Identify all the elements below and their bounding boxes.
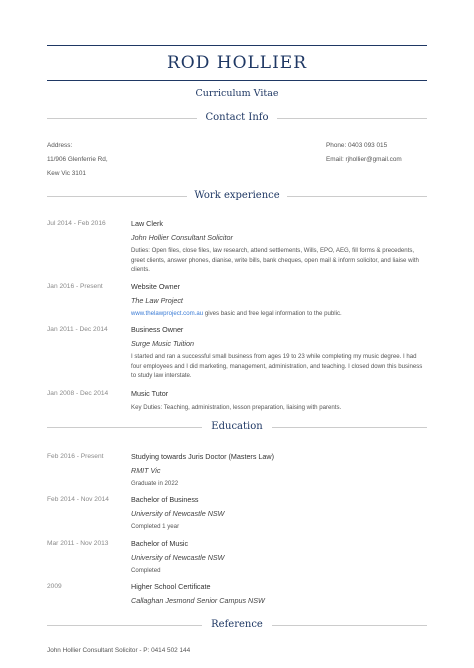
work-organization: Surge Music Tuition xyxy=(131,339,194,348)
education-school: Callaghan Jesmond Senior Campus NSW xyxy=(131,596,265,605)
education-degree: Bachelor of Music xyxy=(131,539,189,548)
education-school: RMIT Vic xyxy=(131,466,161,475)
education-school: University of Newcastle NSW xyxy=(131,509,225,518)
address-line-2: Kew Vic 3101 xyxy=(47,170,86,177)
candidate-name: ROD HOLLIER xyxy=(166,53,308,73)
heading-rule-right xyxy=(272,427,427,428)
header-bottom-rule xyxy=(47,80,427,81)
education-school: University of Newcastle NSW xyxy=(131,553,225,562)
section-title: Work experience xyxy=(194,190,280,201)
work-description: Key Duties: Teaching, administration, lesson preparation, liaising with parents. xyxy=(131,404,342,411)
work-description: I started and ran a successful small business from ages 19 to 23 while completing my music degree. I had four employees and I did marketing, management, administration, and teaching. I closed down this business to study law interstate. xyxy=(131,353,423,380)
work-role: Music Tutor xyxy=(131,389,169,398)
website-link[interactable]: www.thelawproject.com.au xyxy=(131,310,204,317)
education-note: Graduate in 2022 xyxy=(131,480,179,487)
section-heading-work xyxy=(47,189,427,203)
reference-contact: John Hollier Consultant Solicitor - P: 0414 502 144 xyxy=(47,647,191,654)
education-degree: Studying towards Juris Doctor (Masters Law) xyxy=(131,452,274,461)
section-title: Contact Info xyxy=(205,112,269,123)
work-role: Law Clerk xyxy=(131,219,163,228)
document-subtitle: Curriculum Vitae xyxy=(195,88,279,99)
work-date: Jan 2008 - Dec 2014 xyxy=(47,390,109,397)
section-title: Education xyxy=(211,421,263,432)
work-role: Website Owner xyxy=(131,282,180,291)
education-note: Completed 1 year xyxy=(131,523,180,530)
work-date: Jul 2014 - Feb 2016 xyxy=(47,220,106,227)
heading-rule-right xyxy=(277,118,427,119)
address-line-1: 11/906 Glenferrie Rd, xyxy=(47,156,108,163)
education-date: Mar 2011 - Nov 2013 xyxy=(47,540,109,547)
work-role: Business Owner xyxy=(131,325,184,334)
work-description xyxy=(131,309,427,319)
heading-rule-right xyxy=(287,196,427,197)
work-date: Jan 2011 - Dec 2014 xyxy=(47,326,108,333)
header-top-rule xyxy=(47,45,427,46)
section-heading-education xyxy=(47,420,427,434)
education-date: 2009 xyxy=(47,583,62,590)
education-degree: Bachelor of Business xyxy=(131,495,199,504)
education-note: Completed xyxy=(131,567,161,574)
work-organization: John Hollier Consultant Solicitor xyxy=(131,233,233,242)
education-date: Feb 2016 - Present xyxy=(47,453,104,460)
education-date: Feb 2014 - Nov 2014 xyxy=(47,496,109,503)
email-address: Email: rjhollier@gmail.com xyxy=(326,156,402,163)
work-organization: The Law Project xyxy=(131,296,183,305)
phone-number: Phone: 0403 093 015 xyxy=(326,142,388,149)
heading-rule-right xyxy=(272,625,427,626)
section-heading-reference xyxy=(47,618,427,632)
work-description-text: gives basic and free legal information to the public. xyxy=(203,310,342,317)
education-degree: Higher School Certificate xyxy=(131,582,211,591)
work-description: Duties: Open files, close files, law research, attend settlements, Wills, EPO, AEG, fill forms & precedents, greet clients, answer phones, dianise, write bills, bank cheques, open mail & inform solicitor, and liaise with clients. xyxy=(131,247,419,274)
address-label: Address: xyxy=(47,142,73,149)
section-title: Reference xyxy=(211,619,263,630)
section-heading-contact xyxy=(47,111,427,125)
work-date: Jan 2016 - Present xyxy=(47,283,103,290)
